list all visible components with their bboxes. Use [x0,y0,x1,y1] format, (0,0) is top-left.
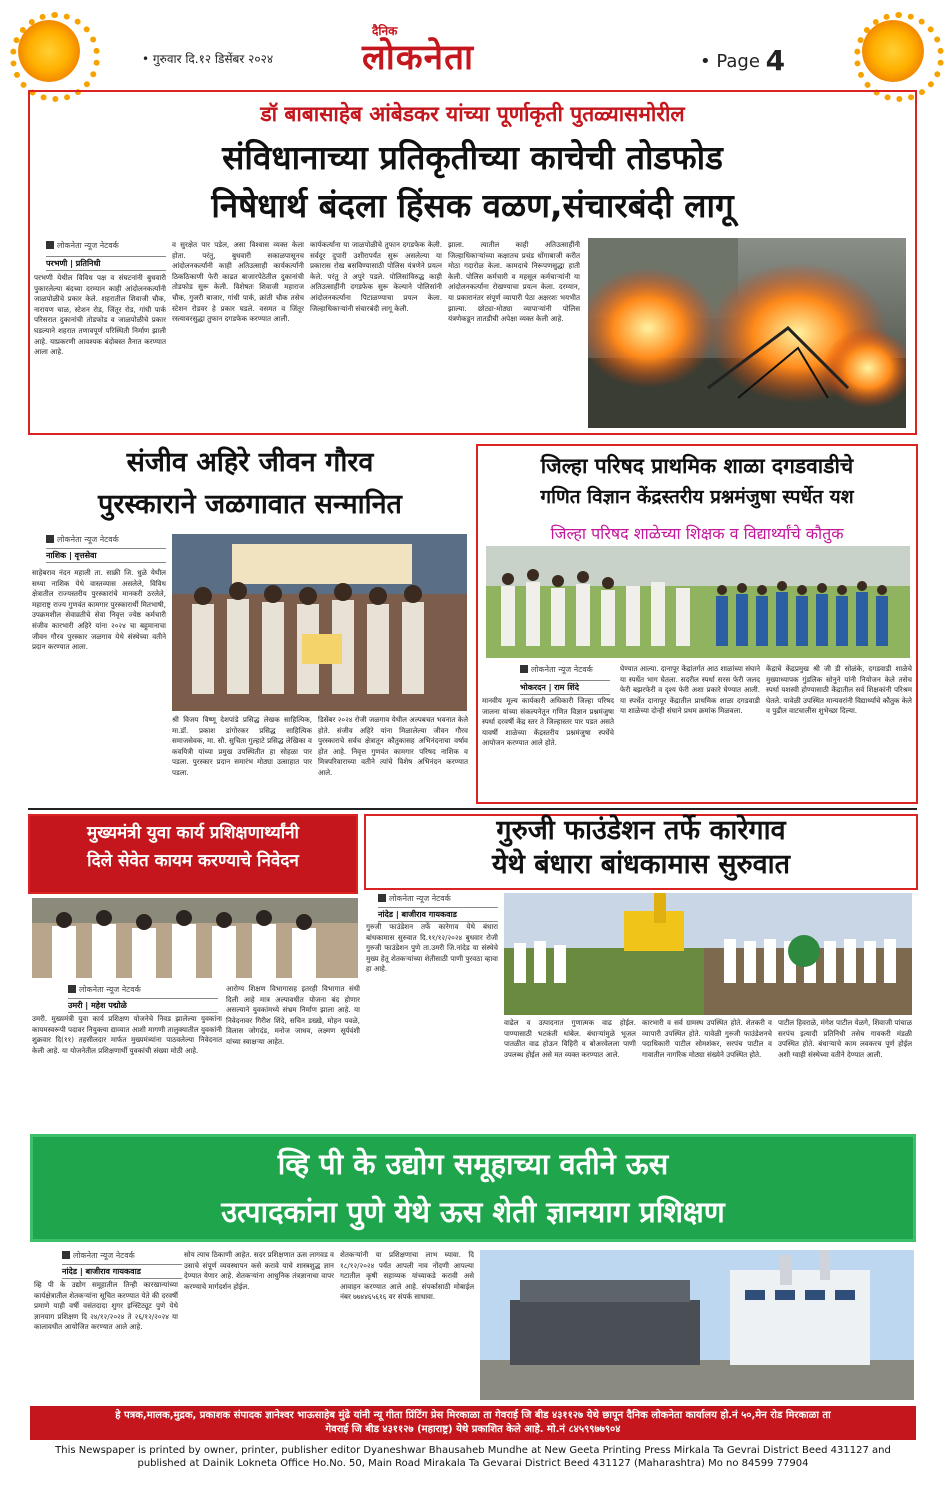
story2-byline-tag: लोकनेता न्यूज नेटवर्क [46,534,119,545]
protest-fire-photo [588,238,906,428]
story2-column-1: साहेबराव नंदन महाली ता. साक्री जि. धुळे येथील सध्या नाशिक येथे वास्तव्यास असलेले, विविध क्षेत्रातील राज्यस्तरीय पुरस्कारांचे मानकरी ठरलेले, महाराष्ट्र राज्य गुणवंत कामगार पुरस्कारार्थी मितभाषी, उपक्रमशील सेवाव्रतीचे सेवा निवृत्त ज्येष्ठ कर्मचारी संजीव कारभारी अहिरे यांना २०२४ चा बहुमानाचा जीवन गौरव पुरस्कार जळगाव येथे संस्थेच्या वतीने प्रदान करण्यात आला. [32,568,166,652]
story3-column-3: केंद्राचे केंद्रप्रमुख श्री जी डी सोळंके, दगडवाडी शाळेचे मुख्याध्यापक गुंडलिक सोनुने यांनी नियोजन केले तसेच स्पर्धा यशस्वी होण्यासाठी केंद्रातील सर्व शिक्षकांनी परिश्रम घेतले. यावेळी उपस्थित मान्यवरांनी विद्यार्थ्यांचे कौतुक केले व पुढील वाटचालीस शुभेच्छा दिल्या. [766,664,912,716]
story5-byline-tag: लोकनेता न्यूज नेटवर्क [378,893,451,904]
sun-logo-right [862,20,924,82]
story1-column-4: झाला. त्यातील काही अतिउत्साहींनी जिल्हाधिकाऱ्यांच्या कक्षातच प्रचंड धोंगाबाजी करीत मोठा गदारोळ केला. कामदाचे निरूपणसुद्धा हाती केली. पोलिस कर्मचारी व महसूल कर्मचाऱ्यांनी या आंदोलनकर्त्यांना रोखण्याचा प्रयत्न केला. दरम्यान, या प्रकारानंतर संपूर्ण व्यापारी पेठा अक्षरशः भयभीत झाल्या. छोट्या-मोठ्या व्यापाऱ्यांनी पोलिस यंत्रणेकडून तातडीची अपेक्षा व्यक्त केली आहे. [448,240,580,324]
story6-column-3: शेतकऱ्यांनी या प्रशिक्षणाचा लाभ घ्यावा. दि १८/१२/२०२४ पर्यंत आपली नाव नोंदणी आपल्या गटातील कृषी सहाय्यक यांच्याकडे करावी असे आवाहन करण्यात आले आहे. संपर्कासाठी मोबाईल नंबर ७७४४६५६१६ वर संपर्क साधावा. [340,1250,474,1302]
story1-kicker: डॉ बाबासाहेब आंबेडकर यांच्या पूर्णाकृती पुतळ्यासमोरील [260,102,685,126]
story3-headline-line2: गणित विज्ञान केंद्रस्तरीय प्रश्नमंजुषा स्पर्धेत यश [540,486,854,508]
footer-english-line1: This Newspaper is printed by owner, printer, publisher editor Dyaneshwar Bhausaheb Mundhe at New Geeta Printing Press Mirkala Ta Gevrai District Beed 431127 and [55,1445,891,1456]
logo-prefix: दैनिक [372,24,398,38]
story5-column-1: गुरुजी फाउंडेशन तर्फे कारेगाव येथे बंधारा बांधकामास सुरुवात दि.११/१२/२०२४ बुधवार रोजी गुरुजी फाउंडेशन पुणे ता.उमरी जि.नांदेड या संस्थेचे मुख्य हेतू शेतकऱ्यांच्या शेतीसाठी पाणी पुरवठा व्हावा हा आहे. [366,922,498,974]
story1-headline-line2: निषेधार्थ बंदला हिंसक वळण,संचारबंदी लागू [211,186,734,225]
story5-dateline: नांदेड | बाजीराव गायकवाड [378,907,498,922]
sugar-factory-photo [480,1250,914,1400]
story4-byline-tag: लोकनेता न्यूज नेटवर्क [68,984,141,995]
story4-headline-line2: दिले सेवेत कायम करण्याचे निवेदन [87,851,299,871]
page-label: • Page [700,51,760,72]
story2-dateline: नाशिक | वृत्तसेवा [46,548,166,563]
story1-column-3: कार्यकर्त्यांना या जाळपोळीचे तुफान दगडफेक केली. सर्वदूर दुपारी उशीरापर्यंत सुरू असलेल्या या प्रकारास रोख बसविण्यासाठी पोलिस यंत्रणेने प्रयत्न केले. परंतु ते अपुरे पडले. पोलिसांविरुद्ध काही अतिउत्साहींनी दगडफेक सुरू केल्याने पोलिसांनी आंदोलनकर्त्यांना पिटाळण्याचा प्रयत्न केला. जिल्हाधिकाऱ्यांनी संचारबंदी लागू केली. [310,240,442,313]
story1-column-1: परभणी येथील विविध पक्ष व संघटनांनी बुधवारी पुकारलेल्या बंदच्या दरम्यान काही आंदोलनकर्त्यांनी जाळपोळीचे प्रकार केले. शहरातील शिवाजी चौक, नारायण चाळ, स्टेशन रोड, जिंतूर रोड, गांधी पार्क परिसरात दुकानांची तोडफोड व जाळपोळीचे प्रकार घडल्याने शहरात तणावपूर्ण परिस्थिती निर्माण झाली आहे. याप्रकरणी आवश्यक बंदोबस्त तैनात करण्यात आला आहे. [34,273,166,357]
story6-headline-line2: उत्पादकांना पुणे येथे ऊस शेती ज्ञानयाग प्रशिक्षण [221,1195,725,1229]
story5-headline-line1: गुरुजी फाउंडेशन तर्फे कारेगाव [496,815,786,846]
story4-dateline: उमरी | महेश पद्मोळे [68,998,218,1013]
footer-english-line2: published at Dainik Lokneta Office Ho.No. 50, Main Road Mirakala Ta Gevarai District Beed 431127 (Maharashtra) Mo no 84599 77904 [137,1458,809,1469]
section-divider [28,808,917,810]
story3-dateline: भोकरदन | राम शिंदे [520,680,610,695]
footer-marathi-line1: हे पत्रक,मालक,मुद्रक, प्रकाशक संपादक ज्ञानेश्वर भाऊसाहेब मुंढे यांनी न्यू गीता प्रिंटिंग प्रेस मिरकाळा ता गेवराई जि बीड ४३११२७ येथे छापून दैनिक लोकनेता कार्यालय हो.नं ५०,मेन रोड मिरकाळा ता [115,1410,831,1421]
story6-byline-tag: लोकनेता न्यूज नेटवर्क [62,1250,135,1261]
story5-column-3: कारभारी व सर्व ग्रामस्थ उपस्थित होते. शेतकरी व व्यापारी उपस्थित होते. यावेळी गुरुजी फाउंडेशनचे पदाधिकारी पाटील सोमशंकर, सरपंच पाटील व गावातील नागरिक मोठ्या संख्येने उपस्थित होते. [642,1018,772,1059]
footer-imprint-marathi [30,1406,916,1440]
story2-headline-line2: पुरस्काराने जळगावात सन्मानित [98,489,402,520]
footer-marathi-line2: गेवराई जि बीड ४३११२७ (महाराष्ट्र) येथे प्रकाशित केले आहे. मो.नं ८४५९९७७९०४ [325,1424,621,1435]
story3-column-2: घेण्यात आल्या. दानापूर केंद्रांतर्गत आठ शाळांच्या संघाने या स्पर्धेत भाग घेतला. सदरील स्पर्धा सरस फेरी जलद फेरी बझरफेरी व दृश्य फेरी अशा प्रकारे घेण्यात आली. या स्पर्धेत दानापूर केंद्रातील प्राथमिक शाळा दगडवाडी या शाळेच्या दोन्ही संघाने प्रथम क्रमांक मिळवला. [620,664,760,716]
students-group-photo [486,546,910,658]
story4-column-1: उमरी. मुख्यमंत्री युवा कार्य प्रशिक्षण योजनेचे निवड झालेल्या युवकांना कायमस्वरूपी पदावर नियुक्त्या द्याव्यात आशी मागणी तालुक्यातील युवकांनी शुक्रवार दि(११) तहसीलदार मार्फत मुख्यमंत्र्यांना पाठवलेल्या निवेदनात केली आहे. या योजनेतील प्रशिक्षणार्थी युवकांची संख्या मोठी आहे. [32,1014,222,1055]
story6-dateline: नांदेड | बाजीराव गायकवाड [62,1264,182,1279]
story1-headline-line1: संविधानाच्या प्रतिकृतीच्या काचेची तोडफोड [222,138,723,177]
story6-headline-line1: व्हि पी के उद्योग समूहाच्या वतीने ऊस [277,1147,669,1181]
story1-byline-tag: लोकनेता न्यूज नेटवर्क [46,240,119,251]
story1-column-2: व सुरक्षेत पार पडेल, असा विश्वास व्यक्त केला होता. परंतु, बुधवारी सकाळपासूनच आंदोलनकर्त्यांनी काही अतिउत्साही कार्यकर्त्यांनी ठिकठिकाणी फेरी काढत बाजारपेठेतील दुकानांची तोडफोड सुरू केली. विशेषतः शिवाजी महाराज चौक, गुजरी बाजार, गांधी पार्क, क्रांती चौक तसेच स्टेशन रोडवर हे प्रकार घडले. वसमत व जिंतूर रस्त्यावरसुद्धा तुफान दगडफेक करण्यात आली. [172,240,304,324]
story2-headline-line1: संजीव अहिरे जीवन गौरव [126,447,374,478]
story5-column-2: वाढेल व उत्पादनात गुणात्मक वाढ होईल. पाण्यासाठी भटकंती थांबेल. बंधाऱ्यांमुळे भूजल पातळीत वाढ होऊन विहिरी व बोअरवेलला पाणी उपलब्ध होईल असे मत व्यक्त करण्यात आले. [504,1018,636,1059]
story3-byline-tag: लोकनेता न्यूज नेटवर्क [520,664,593,675]
story6-column-2: सोय त्याच ठिकाणी आहेत. सदर प्रशिक्षणात ऊस लागवड व उसाचे संपूर्ण व्यवस्थापन कसे करावे याचे शास्त्रशुद्ध ज्ञान देण्यात येणार आहे. शेतकऱ्यांना आधुनिक तंत्रज्ञानाचा वापर करण्याचे मार्गदर्शन होईल. [184,1250,334,1291]
dam-construction-photo [504,893,912,1015]
page-indicator [700,44,785,77]
story3-column-1: मानवीय मूल्य कार्यकारी अधिकारी जिल्हा परिषद जालना यांच्या संकल्पनेतून गणित विज्ञान प्रश्नमंजुषा स्पर्धा दरवर्षी केंद्र स्तर ते जिल्हास्तर पार पडत असते यावर्षी शाळेच्या केंद्रस्तरीय प्रश्नमंजुषा स्पर्धेचे आयोजन करण्यात आले होते. [482,696,614,748]
youth-memorandum-photo [32,898,358,978]
story2-column-2: श्री विजय विष्णू देशपांडे प्रसिद्ध लेखक साहित्यिक, मा.डॉ. प्रकाश डांगोरकर प्रसिद्ध साहित्यिक समाजसेवक, मा. सौ. सुचिता गुल्हाटे प्रसिद्ध लेखिका व कवयित्री यांच्या प्रमुख उपस्थितीत हा सोहळा पार पडला. पुरस्कार प्रदान समारंभ मोठ्या उत्साहात पार पडला. [172,715,312,777]
story2-column-3: डिसेंबर २०२४ रोजी जळगाव येथील अल्पबचत भवनात केले होते. संजीव अहिरे यांना मिळालेल्या जीवन गौरव पुरस्काराचे सर्वच क्षेत्रातून कौतुकासह अभिनंदनाचा वर्षाव होत आहे. निवृत्त गुणवंत कामगार परिषद नाशिक व मित्रपरिवाराच्या वतीने त्यांचे विशेष अभिनंदन करण्यात आले. [318,715,468,777]
story5-headline-line2: येथे बंधारा बांधकामास सुरुवात [491,849,791,880]
page-number: 4 [765,44,786,77]
award-ceremony-photo [172,534,467,711]
story1-dateline: परभणी | प्रतिनिधी [46,256,166,271]
story6-column-1: व्हि पी के उद्योग समूहातील तिन्ही कारखान्यांच्या कार्यक्षेत्रातील शेतकऱ्यांना सूचित करण्यात येते की दरवर्षी प्रमाणे याही वर्षी वसंतदादा शुगर इन्स्टिट्यूट पुणे येथे ज्ञानयाग प्रशिक्षण दि २४/१२/२०२४ ते २६/१२/२०२४ या कालावधीत आयोजित करण्यात आले आहे. [34,1280,178,1332]
sun-logo-left [18,20,80,82]
footer-imprint-english [30,1444,916,1470]
story4-column-2: आरोग्य शिक्षण विभागासह इतरही विभागात संधी दिली आहे मात्र अल्पावधीत योजना बंद होणार असल्याने युवकांमध्ये संभ्रम निर्माण झाला आहे. या निवेदनावर गिरीश शिंदे, सचिन डख्खे, मोहन पवळे, विलास जोगदंड, मनोज जाधव, लक्ष्मण सूर्यवंशी यांच्या स्वाक्षऱ्या आहेत. [226,984,360,1046]
story3-headline-line1: जिल्हा परिषद प्राथमिक शाळा दगडवाडीचे [540,454,854,478]
story4-headline-line1: मुख्यमंत्री युवा कार्य प्रशिक्षणार्थ्यांनी [87,823,299,843]
story5-column-4: पाटील हिवराळे, मंगेश पाटील येळगे, शिवाजी पांचाळ सरपंच इत्यादी प्रतिनिधी तसेच गावकरी मंडळी उपस्थित होते. बंधाऱ्याचे काम लवकरच पूर्ण होईल अशी ग्वाही संस्थेच्या वतीने देण्यात आली. [778,1018,912,1059]
story3-subhead: जिल्हा परिषद शाळेच्या शिक्षक व विद्यार्थ्यांचे कौतुक [550,524,844,543]
newspaper-logo: लोकनेता [362,37,475,78]
issue-date: • गुरुवार दि.१२ डिसेंबर २०२४ [142,52,274,66]
